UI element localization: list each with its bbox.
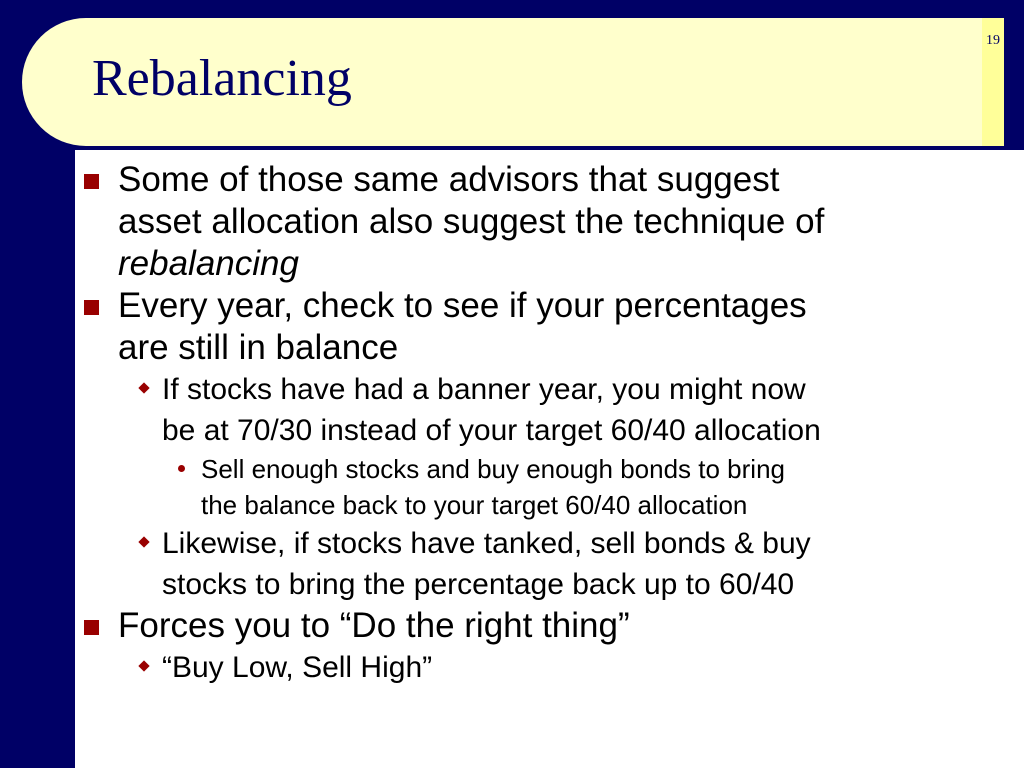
bullet-line: Sell enough stocks and buy enough bonds to bring: [201, 454, 785, 484]
bullet-line: are still in balance: [118, 328, 399, 367]
emphasis-term: rebalancing: [118, 244, 299, 283]
square-bullet-icon: [84, 174, 99, 189]
subbullet-stocks-tanked: [84, 523, 1014, 605]
diamond-bullet-icon: [138, 536, 149, 547]
square-bullet-icon: [84, 300, 99, 315]
slide-title: Rebalancing: [92, 50, 352, 107]
bullet-line: “Buy Low, Sell High”: [162, 651, 433, 684]
bullet-line: asset allocation also suggest the technique of: [118, 202, 825, 241]
bullet-check-percentages: [84, 285, 1014, 369]
bullet-line: be at 70/30 instead of your target 60/40 allocation: [162, 414, 821, 447]
bullet-line: stocks to bring the percentage back up to 60/40: [162, 568, 795, 601]
subbullet-buy-low-sell-high: [84, 647, 1014, 688]
dot-bullet-icon: [178, 465, 185, 472]
bullet-line: Every year, check to see if your percentages: [118, 286, 807, 325]
slide-body: [84, 159, 1014, 688]
bullet-asset-allocation-advice: [84, 159, 1014, 285]
diamond-bullet-icon: [138, 660, 149, 671]
subbullet-banner-year: [84, 369, 1014, 451]
bullet-line: If stocks have had a banner year, you might now: [162, 373, 806, 406]
diamond-bullet-icon: [138, 382, 149, 393]
bullet-line: the balance back to your target 60/40 allocation: [201, 490, 748, 520]
bullet-line: Some of those same advisors that suggest: [118, 160, 780, 199]
square-bullet-icon: [84, 620, 99, 635]
bullet-line: Forces you to “Do the right thing”: [118, 606, 630, 645]
subsubbullet-sell-stocks: [84, 451, 1014, 523]
bullet-do-right-thing: [84, 605, 1014, 647]
slide-number: 19: [986, 33, 1000, 48]
bullet-line: Likewise, if stocks have tanked, sell bonds & buy: [162, 527, 811, 560]
